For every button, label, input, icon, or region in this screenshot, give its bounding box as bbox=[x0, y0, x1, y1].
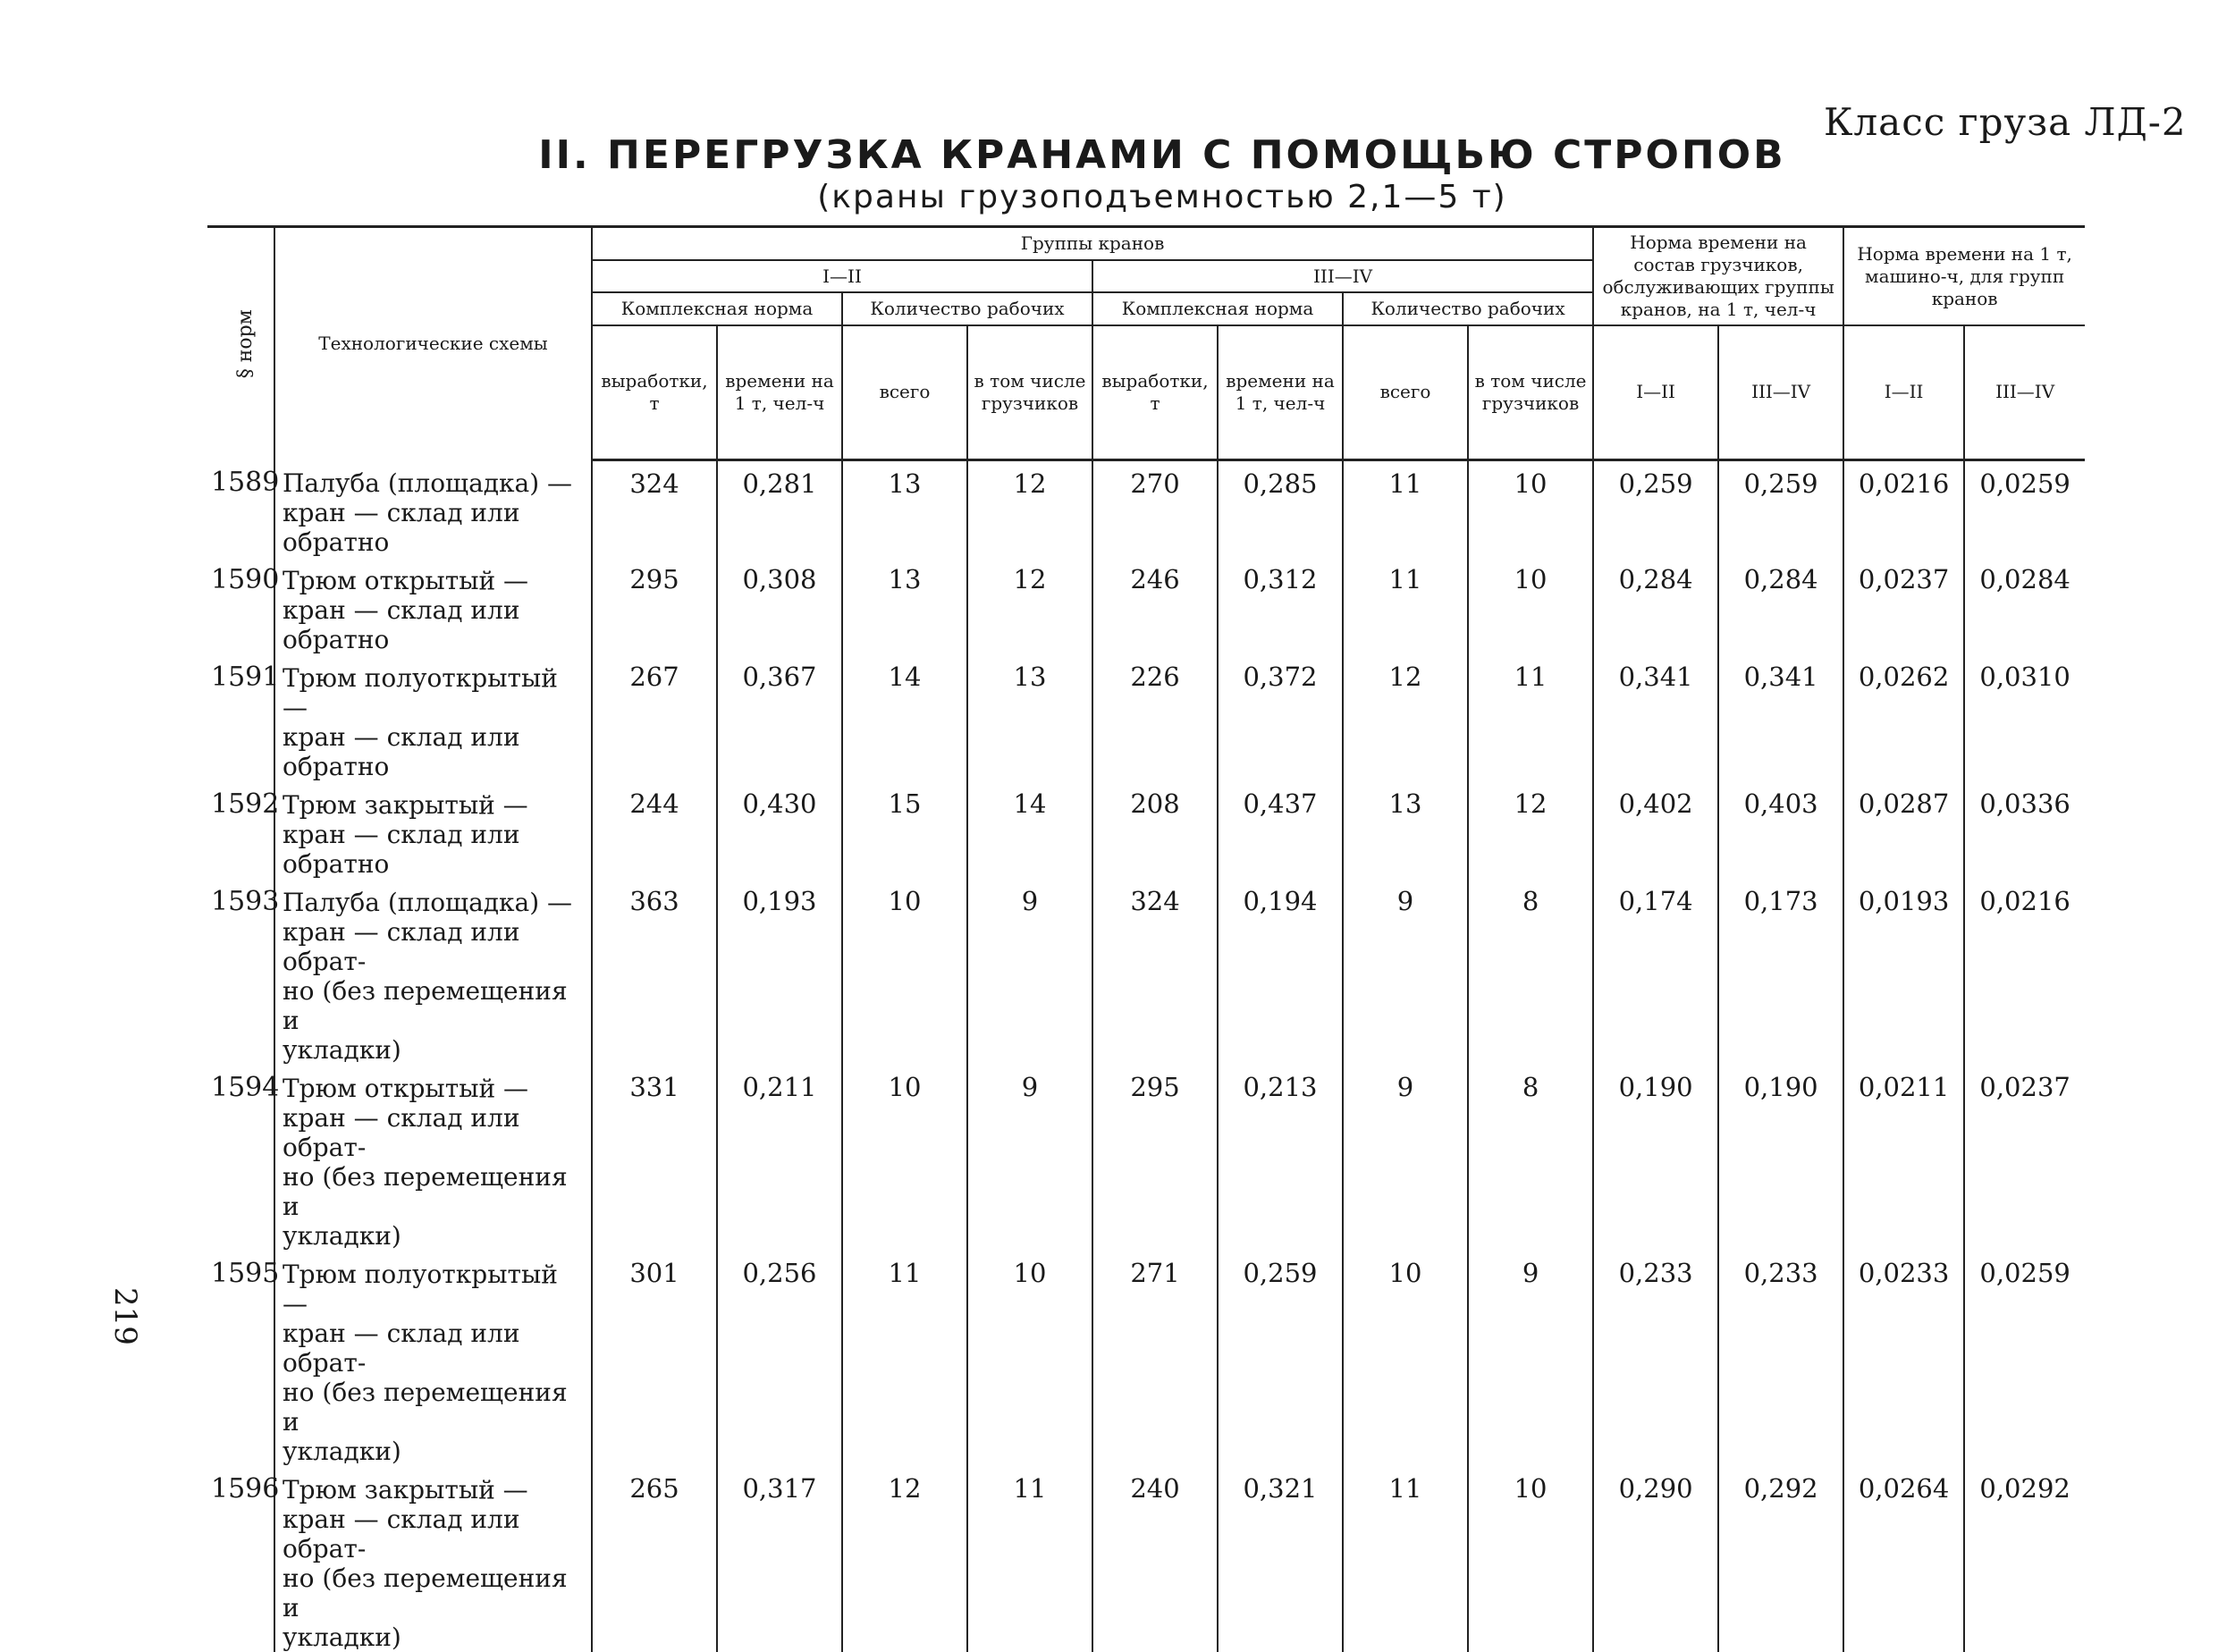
value-cell: 0,0216 bbox=[1843, 459, 1964, 557]
schemes-header: Технологические схемы bbox=[274, 227, 592, 460]
value-cell: 8 bbox=[1468, 879, 1593, 1065]
value-cell: 10 bbox=[1343, 1251, 1468, 1466]
value-cell: 13 bbox=[842, 557, 967, 654]
scheme-line: но (без перемещения и bbox=[283, 1378, 568, 1437]
value-cell: 0,174 bbox=[1593, 879, 1718, 1065]
value-cell: 10 bbox=[1468, 459, 1593, 557]
output-header-1: выработки, т bbox=[592, 325, 717, 459]
value-cell: 0,292 bbox=[1718, 1466, 1843, 1652]
page-number: 219 bbox=[107, 1287, 143, 1345]
scheme-cell bbox=[274, 654, 592, 781]
table-body bbox=[207, 459, 2085, 1652]
output-header-2: выработки, т bbox=[1092, 325, 1218, 459]
value-cell: 0,193 bbox=[717, 879, 842, 1065]
value-cell: 0,259 bbox=[1593, 459, 1718, 557]
value-cell: 0,0237 bbox=[1843, 557, 1964, 654]
scheme-cell bbox=[274, 557, 592, 654]
scheme-line: Палуба (площадка) — bbox=[283, 468, 573, 498]
value-cell: 15 bbox=[842, 781, 967, 879]
value-cell: 324 bbox=[592, 459, 717, 557]
scheme-cell bbox=[274, 459, 592, 557]
loaders-header-1: в том числе грузчиков bbox=[967, 325, 1092, 459]
value-cell: 11 bbox=[967, 1466, 1092, 1652]
value-cell: 0,367 bbox=[717, 654, 842, 781]
value-cell: 0,0262 bbox=[1843, 654, 1964, 781]
value-cell: 295 bbox=[592, 557, 717, 654]
value-cell: 9 bbox=[1343, 1065, 1468, 1251]
value-cell: 12 bbox=[967, 459, 1092, 557]
value-cell: 0,256 bbox=[717, 1251, 842, 1466]
value-cell: 0,284 bbox=[1593, 557, 1718, 654]
norm-number: 1592 bbox=[211, 788, 280, 820]
section-title: II. ПЕРЕГРУЗКА КРАНАМИ С ПОМОЩЬЮ СТРОПОВ bbox=[538, 132, 1786, 178]
value-cell: 0,321 bbox=[1218, 1466, 1343, 1652]
value-cell: 295 bbox=[1092, 1065, 1218, 1251]
scheme-line: кран — склад или обратно bbox=[283, 820, 520, 879]
value-cell: 244 bbox=[592, 781, 717, 879]
value-cell: 12 bbox=[967, 557, 1092, 654]
scheme-line: кран — склад или обрат- bbox=[283, 1504, 520, 1564]
value-cell: 12 bbox=[842, 1466, 967, 1652]
value-cell: 0,194 bbox=[1218, 879, 1343, 1065]
value-cell: 0,372 bbox=[1218, 654, 1343, 781]
scheme-line: кран — склад или обратно bbox=[283, 722, 520, 781]
table-row bbox=[207, 1251, 2085, 1466]
value-cell: 11 bbox=[1343, 557, 1468, 654]
value-cell: 11 bbox=[1343, 1466, 1468, 1652]
scheme-line: но (без перемещения и bbox=[283, 976, 568, 1035]
scheme-line: укладки) bbox=[283, 1035, 401, 1065]
value-cell: 0,0310 bbox=[1964, 654, 2085, 781]
workers-header-2: Количество рабочих bbox=[1343, 292, 1593, 325]
value-cell: 0,308 bbox=[717, 557, 842, 654]
norm-number: 1591 bbox=[211, 662, 280, 693]
value-cell: 0,312 bbox=[1218, 557, 1343, 654]
value-cell: 0,317 bbox=[717, 1466, 842, 1652]
value-cell: 0,403 bbox=[1718, 781, 1843, 879]
value-cell: 0,0259 bbox=[1964, 459, 2085, 557]
value-cell: 9 bbox=[967, 1065, 1092, 1251]
value-cell: 0,0237 bbox=[1964, 1065, 2085, 1251]
scheme-line: укладки) bbox=[283, 1221, 401, 1251]
norms-table bbox=[207, 225, 2085, 1652]
value-cell: 331 bbox=[592, 1065, 717, 1251]
value-cell: 12 bbox=[1468, 781, 1593, 879]
value-cell: 0,0336 bbox=[1964, 781, 2085, 879]
value-cell: 240 bbox=[1092, 1466, 1218, 1652]
scheme-line: кран — склад или обратно bbox=[283, 595, 520, 654]
value-cell: 11 bbox=[842, 1251, 967, 1466]
value-cell: 0,0264 bbox=[1843, 1466, 1964, 1652]
scheme-line: Трюм открытый — bbox=[283, 1074, 529, 1103]
scheme-line: но (без перемещения и bbox=[283, 1162, 568, 1221]
value-cell: 0,233 bbox=[1718, 1251, 1843, 1466]
value-cell: 13 bbox=[842, 459, 967, 557]
complex-norm-header-1: Комплексная норма bbox=[592, 292, 842, 325]
value-cell: 270 bbox=[1092, 459, 1218, 557]
machine-time-sub-1: I—II bbox=[1843, 325, 1964, 459]
value-cell: 0,0193 bbox=[1843, 879, 1964, 1065]
scheme-line: Трюм закрытый — bbox=[283, 1475, 528, 1504]
value-cell: 13 bbox=[1343, 781, 1468, 879]
value-cell: 0,281 bbox=[717, 459, 842, 557]
value-cell: 11 bbox=[1468, 654, 1593, 781]
table-row bbox=[207, 557, 2085, 654]
value-cell: 0,190 bbox=[1718, 1065, 1843, 1251]
value-cell: 226 bbox=[1092, 654, 1218, 781]
norm-number: 1595 bbox=[211, 1258, 280, 1289]
scheme-line: Трюм полуоткрытый — bbox=[283, 1260, 558, 1319]
scheme-line: кран — склад или обратно bbox=[283, 498, 520, 557]
norm-number: 1593 bbox=[211, 886, 280, 917]
table-row bbox=[207, 654, 2085, 781]
value-cell: 208 bbox=[1092, 781, 1218, 879]
value-cell: 0,233 bbox=[1593, 1251, 1718, 1466]
value-cell: 10 bbox=[1468, 557, 1593, 654]
value-cell: 265 bbox=[592, 1466, 717, 1652]
total-header-2: всего bbox=[1343, 325, 1468, 459]
crew-time-header: Норма времени на состав грузчиков, обслуживающих группы кранов, на 1 т, чел-ч bbox=[1593, 227, 1843, 326]
value-cell: 0,0292 bbox=[1964, 1466, 2085, 1652]
value-cell: 0,0211 bbox=[1843, 1065, 1964, 1251]
value-cell: 12 bbox=[1343, 654, 1468, 781]
value-cell: 267 bbox=[592, 654, 717, 781]
value-cell: 363 bbox=[592, 879, 717, 1065]
cargo-class-label: Класс груза ЛД-2 bbox=[1824, 100, 2187, 144]
group-1-header: I—II bbox=[592, 260, 1092, 293]
value-cell: 9 bbox=[967, 879, 1092, 1065]
table-row bbox=[207, 1065, 2085, 1251]
group-2-header: III—IV bbox=[1092, 260, 1593, 293]
table-row bbox=[207, 781, 2085, 879]
value-cell: 0,259 bbox=[1718, 459, 1843, 557]
table-row bbox=[207, 1466, 2085, 1652]
value-cell: 271 bbox=[1092, 1251, 1218, 1466]
norm-number: 1596 bbox=[211, 1473, 280, 1504]
value-cell: 0,211 bbox=[717, 1065, 842, 1251]
value-cell: 0,430 bbox=[717, 781, 842, 879]
norm-number: 1594 bbox=[211, 1072, 280, 1103]
total-header-1: всего bbox=[842, 325, 967, 459]
value-cell: 0,402 bbox=[1593, 781, 1718, 879]
value-cell: 0,190 bbox=[1593, 1065, 1718, 1251]
norm-number: 1589 bbox=[211, 467, 280, 498]
crew-time-sub-1: I—II bbox=[1593, 325, 1718, 459]
value-cell: 10 bbox=[842, 879, 967, 1065]
value-cell: 0,341 bbox=[1718, 654, 1843, 781]
value-cell: 8 bbox=[1468, 1065, 1593, 1251]
value-cell: 324 bbox=[1092, 879, 1218, 1065]
value-cell: 10 bbox=[1468, 1466, 1593, 1652]
crew-time-sub-2: III—IV bbox=[1718, 325, 1843, 459]
value-cell: 0,285 bbox=[1218, 459, 1343, 557]
scheme-line: Трюм открытый — bbox=[283, 566, 529, 595]
table-row bbox=[207, 879, 2085, 1065]
time-header-1: времени на 1 т, чел-ч bbox=[717, 325, 842, 459]
scheme-cell bbox=[274, 781, 592, 879]
value-cell: 246 bbox=[1092, 557, 1218, 654]
scheme-line: укладки) bbox=[283, 1622, 401, 1652]
value-cell: 301 bbox=[592, 1251, 717, 1466]
value-cell: 0,173 bbox=[1718, 879, 1843, 1065]
section-subtitle: (краны грузоподъемностью 2,1—5 т) bbox=[817, 179, 1507, 215]
scheme-line: кран — склад или обрат- bbox=[283, 917, 520, 976]
scheme-cell bbox=[274, 1466, 592, 1652]
value-cell: 14 bbox=[967, 781, 1092, 879]
scheme-line: укладки) bbox=[283, 1437, 401, 1466]
scheme-line: кран — склад или обрат- bbox=[283, 1103, 520, 1162]
value-cell: 11 bbox=[1343, 459, 1468, 557]
time-header-2: времени на 1 т, чел-ч bbox=[1218, 325, 1343, 459]
value-cell: 0,284 bbox=[1718, 557, 1843, 654]
workers-header-1: Количество рабочих bbox=[842, 292, 1092, 325]
scheme-cell bbox=[274, 1251, 592, 1466]
value-cell: 0,0287 bbox=[1843, 781, 1964, 879]
value-cell: 0,0216 bbox=[1964, 879, 2085, 1065]
scheme-cell bbox=[274, 1065, 592, 1251]
value-cell: 0,259 bbox=[1218, 1251, 1343, 1466]
value-cell: 0,290 bbox=[1593, 1466, 1718, 1652]
scheme-line: но (без перемещения и bbox=[283, 1564, 568, 1622]
scheme-line: кран — склад или обрат- bbox=[283, 1319, 520, 1378]
machine-time-header: Норма времени на 1 т, машино-ч, для групп кранов bbox=[1843, 227, 2085, 326]
loaders-header-2: в том числе грузчиков bbox=[1468, 325, 1593, 459]
scheme-cell bbox=[274, 879, 592, 1065]
value-cell: 0,0284 bbox=[1964, 557, 2085, 654]
value-cell: 0,0233 bbox=[1843, 1251, 1964, 1466]
norm-number-header: § норм bbox=[207, 227, 274, 460]
complex-norm-header-2: Комплексная норма bbox=[1092, 292, 1343, 325]
value-cell: 14 bbox=[842, 654, 967, 781]
value-cell: 10 bbox=[842, 1065, 967, 1251]
crane-groups-header: Группы кранов bbox=[592, 227, 1593, 260]
value-cell: 0,0259 bbox=[1964, 1251, 2085, 1466]
scheme-line: Трюм полуоткрытый — bbox=[283, 663, 558, 722]
table-row bbox=[207, 459, 2085, 557]
value-cell: 9 bbox=[1468, 1251, 1593, 1466]
value-cell: 0,213 bbox=[1218, 1065, 1343, 1251]
scheme-line: Палуба (площадка) — bbox=[283, 888, 573, 917]
value-cell: 9 bbox=[1343, 879, 1468, 1065]
value-cell: 0,437 bbox=[1218, 781, 1343, 879]
machine-time-sub-2: III—IV bbox=[1964, 325, 2085, 459]
value-cell: 0,341 bbox=[1593, 654, 1718, 781]
scheme-line: Трюм закрытый — bbox=[283, 790, 528, 820]
value-cell: 13 bbox=[967, 654, 1092, 781]
norm-number: 1590 bbox=[211, 564, 280, 595]
value-cell: 10 bbox=[967, 1251, 1092, 1466]
